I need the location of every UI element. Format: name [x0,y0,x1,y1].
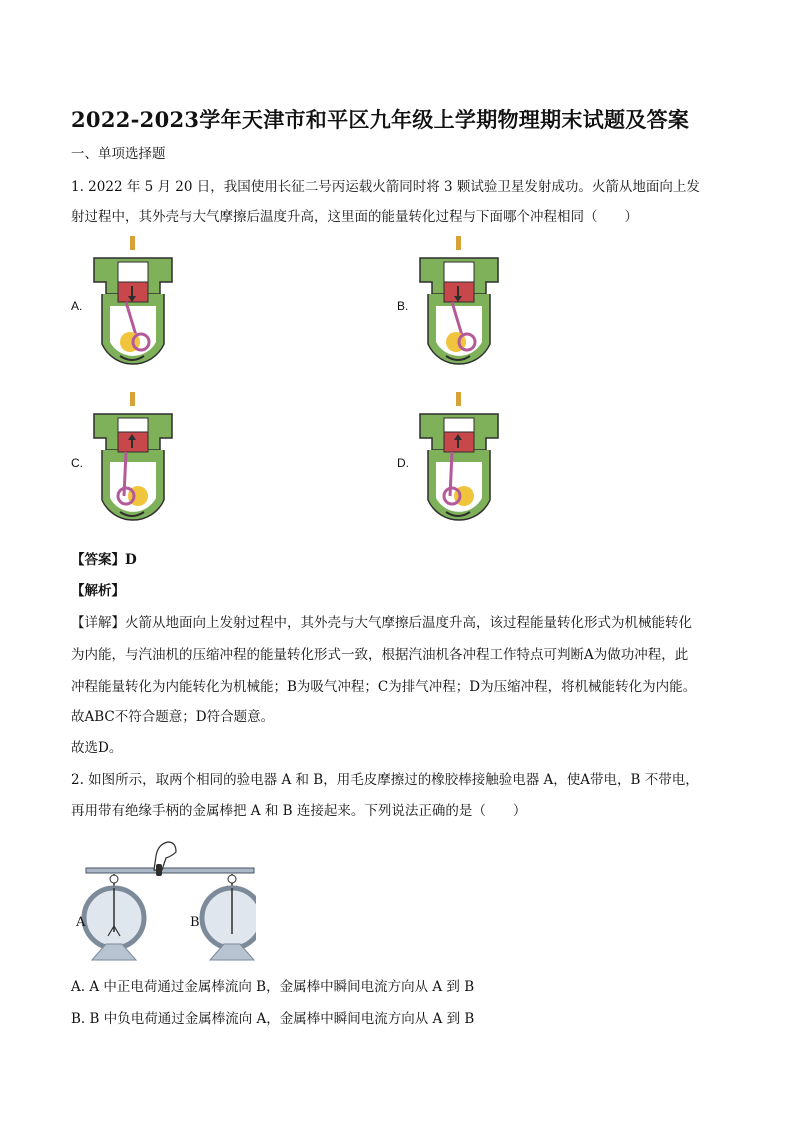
q1-option-b-label: B. [397,299,409,313]
q2-option-b: B. B 中负电荷通过金属棒流向 A，金属棒中瞬间电流方向从 A 到 B [71,1011,475,1027]
q1-detail-line2: 为内能，与汽油机的压缩冲程的能量转化形式一致，根据汽油机各冲程工作特点可判断A为做功冲程，此 [71,647,689,663]
page-title: 2022-2023学年天津市和平区九年级上学期物理期末试题及答案 [71,107,690,132]
q1-option-d-label: D. [397,456,409,470]
electroscope-a-label: A [76,915,86,930]
q1-text-line2: 射过程中，其外壳与大气摩擦后温度升高，这里面的能量转化过程与下面哪个冲程相同（ ） [71,209,638,225]
q1-conclusion: 故选D。 [71,740,123,756]
electroscope-figure [76,834,256,964]
engine-diagram-a [86,236,186,376]
q1-option-c-label: C. [71,456,83,470]
q2-option-a: A. A 中正电荷通过金属棒流向 B，金属棒中瞬间电流方向从 A 到 B [71,979,475,995]
q1-detail-line3: 冲程能量转化为内能转化为机械能；B为吸气冲程；C为排气冲程；D为压缩冲程，将机械能转化为内能。 [71,679,697,695]
q1-answer: 【答案】D [71,552,137,568]
q2-text-line2: 再用带有绝缘手柄的金属棒把 A 和 B 连接起来。下列说法正确的是（ ） [71,803,527,819]
electroscope-b-label: B [190,915,200,930]
q1-option-a-label: A. [71,299,83,313]
section-heading: 一、单项选择题 [71,146,166,162]
q1-text-line1: 1. 2022 年 5 月 20 日，我国使用长征二号丙运载火箭同时将 3 颗试验卫星发射成功。火箭从地面向上发 [71,179,700,195]
engine-diagram-d [412,392,512,532]
engine-diagram-c [86,392,186,532]
q1-detail-line1: 【详解】火箭从地面向上发射过程中，其外壳与大气摩擦后温度升高，该过程能量转化形式为机械能转化 [71,615,692,631]
q2-text-line1: 2. 如图所示，取两个相同的验电器 A 和 B，用毛皮摩擦过的橡胶棒接触验电器 A，使A带电，B 不带电， [71,772,699,788]
q1-analysis-heading: 【解析】 [71,583,125,599]
engine-diagram-b [412,236,512,376]
q1-detail-line4: 故ABC不符合题意；D符合题意。 [71,709,275,725]
